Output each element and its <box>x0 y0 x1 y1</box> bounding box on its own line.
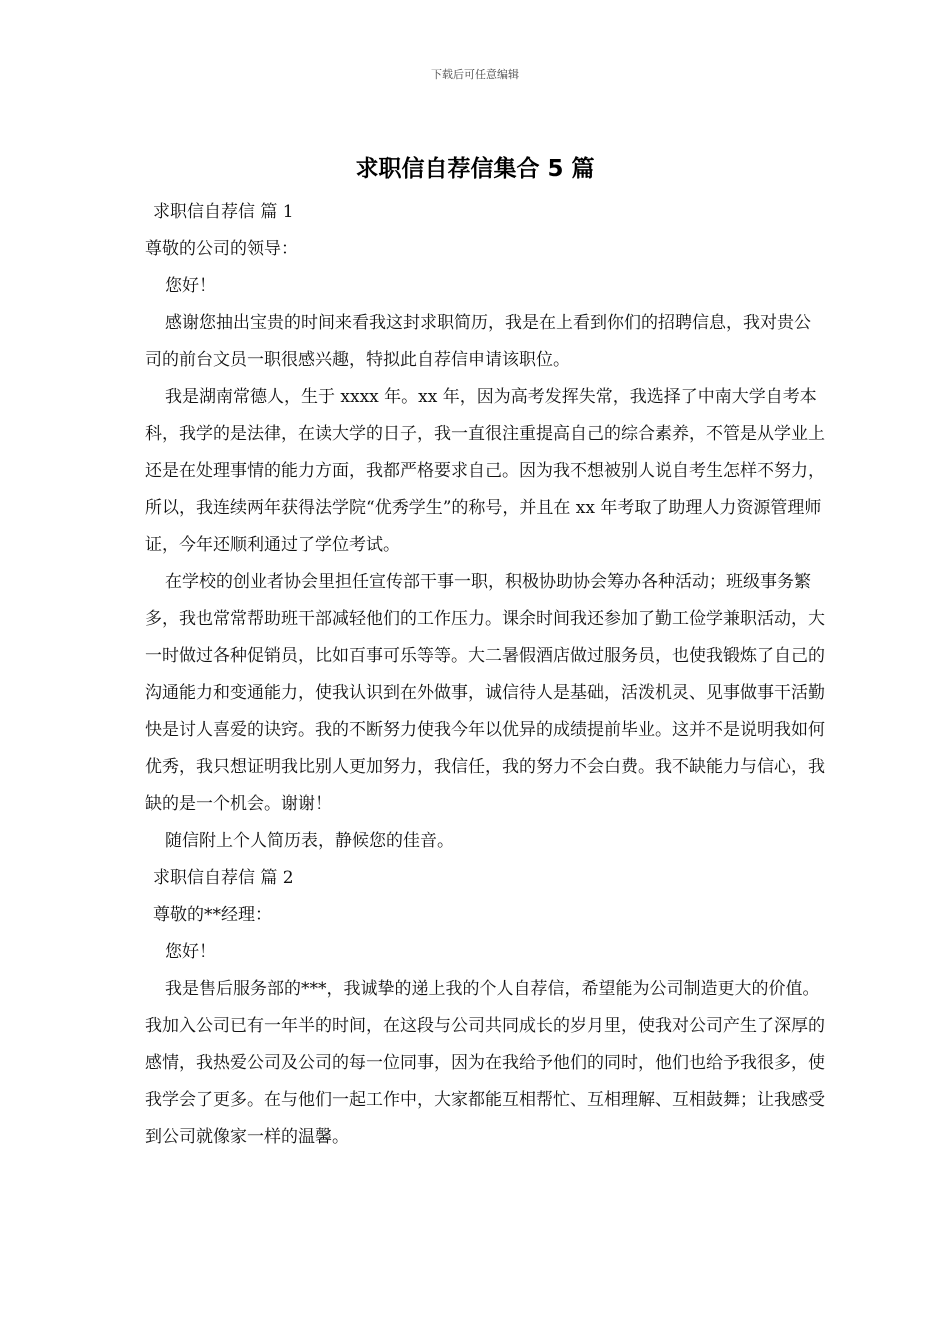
greeting: 您好！ <box>165 942 216 962</box>
salutation: 尊敬的公司的领导： <box>145 239 298 259</box>
greeting: 您好！ <box>165 276 216 296</box>
salutation: 尊敬的**经理： <box>153 905 272 925</box>
paragraph: 感谢您抽出宝贵的时间来看我这封求职简历，我是在上看到你们的招聘信息，我对贵公司的前台文员一职很感兴趣，特拟此自荐信申请该职位。 <box>145 313 811 370</box>
document-title: 求职信自荐信集合 5 篇 <box>355 156 595 182</box>
paragraph: 在学校的创业者协会里担任宣传部干事一职，积极协助协会筹办各种活动；班级事务繁多，我也常常帮助班干部减轻他们的工作压力。课余时间我还参加了勤工俭学兼职活动，大一时做过各种促销员，比如百事可乐等等。大二暑假酒店做过服务员，也使我锻炼了自己的沟通能力和变通能力，使我认识到在外做事，诚信待人是基础，活泼机灵、见事做事干活勤快是讨人喜爱的诀窍。我的不断努力使我今年以优异的成绩提前毕业。这并不是说明我如何优秀，我只想证明我比别人更加努力，我信任，我的努力不会白费。我不缺能力与信心，我缺的是一个机会。谢谢！ <box>145 572 825 814</box>
document-body <box>145 194 825 1156</box>
section-heading: 求职信自荐信 篇 2 <box>153 868 294 888</box>
paragraph: 我是售后服务部的***，我诚挚的递上我的个人自荐信，希望能为公司制造更大的价值。我加入公司已有一年半的时间，在这段与公司共同成长的岁月里，使我对公司产生了深厚的感情，我热爱公司及公司的每一位同事，因为在我给予他们的同时，他们也给予我很多，使我学会了更多。在与他们一起工作中，大家都能互相帮忙、互相理解、互相鼓舞；让我感受到公司就像家一样的温馨。 <box>145 979 825 1147</box>
page-header: 下载后可任意编辑 <box>431 68 519 81</box>
section-heading: 求职信自荐信 篇 1 <box>153 202 294 222</box>
paragraph: 我是湖南常德人，生于 xxxx 年。xx 年，因为高考发挥失常，我选择了中南大学自考本科，我学的是法律，在读大学的日子，我一直很注重提高自己的综合素养，不管是从学业上还是在处理事情的能力方面，我都严格要求自己。因为我不想被别人说自考生怎样不努力，所以，我连续两年获得法学院“优秀学生”的称号，并且在 xx 年考取了助理人力资源管理师证，今年还顺利通过了学位考试。 <box>145 387 825 555</box>
paragraph: 随信附上个人简历表，静候您的佳音。 <box>165 831 454 851</box>
